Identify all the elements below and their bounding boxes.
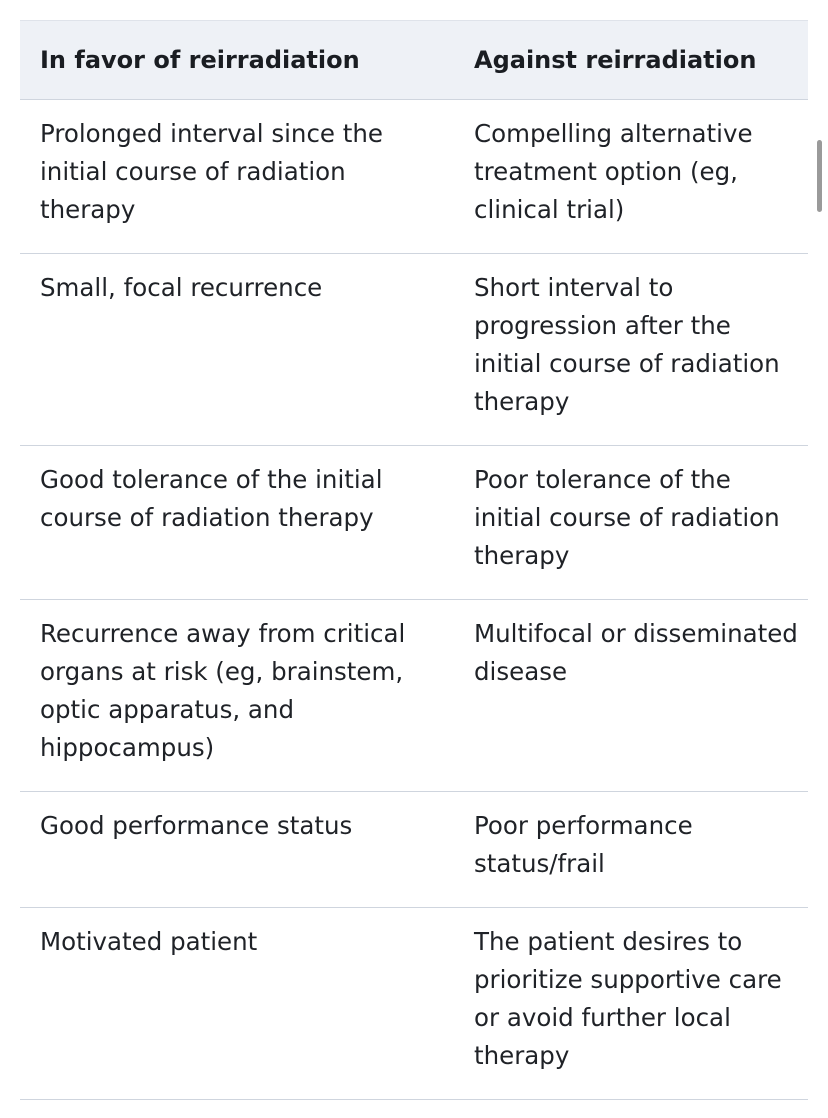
table-row <box>20 254 808 446</box>
cell-in-favor: Prolonged interval since the initial course of radiation therapy <box>20 100 454 254</box>
vertical-scrollbar[interactable] <box>817 140 822 212</box>
cell-in-favor: Good performance status <box>20 792 454 908</box>
cell-against: The patient desires to prioritize supportive care or avoid further local therapy <box>454 908 808 1100</box>
table-row <box>20 908 808 1100</box>
table-row <box>20 600 808 792</box>
table-row <box>20 100 808 254</box>
reirradiation-table <box>20 20 808 1100</box>
cell-in-favor: Good tolerance of the initial course of radiation therapy <box>20 446 454 600</box>
cell-in-favor: Motivated patient <box>20 908 454 1100</box>
cell-in-favor: Small, focal recurrence <box>20 254 454 446</box>
cell-against: Compelling alternative treatment option (eg, clinical trial) <box>454 100 808 254</box>
table-body <box>20 100 808 1100</box>
table-header-row <box>20 21 808 100</box>
cell-against: Poor performance status/frail <box>454 792 808 908</box>
cell-against: Multifocal or disseminated disease <box>454 600 808 792</box>
table-header <box>20 21 808 100</box>
table-row <box>20 792 808 908</box>
header-against: Against reirradiation <box>454 21 808 100</box>
cell-in-favor: Recurrence away from critical organs at risk (eg, brainstem, optic apparatus, and hippocampus) <box>20 600 454 792</box>
cell-against: Short interval to progression after the initial course of radiation therapy <box>454 254 808 446</box>
cell-against: Poor tolerance of the initial course of radiation therapy <box>454 446 808 600</box>
header-in-favor: In favor of reirradiation <box>20 21 454 100</box>
reirradiation-table-container <box>20 20 808 1100</box>
table-row <box>20 446 808 600</box>
